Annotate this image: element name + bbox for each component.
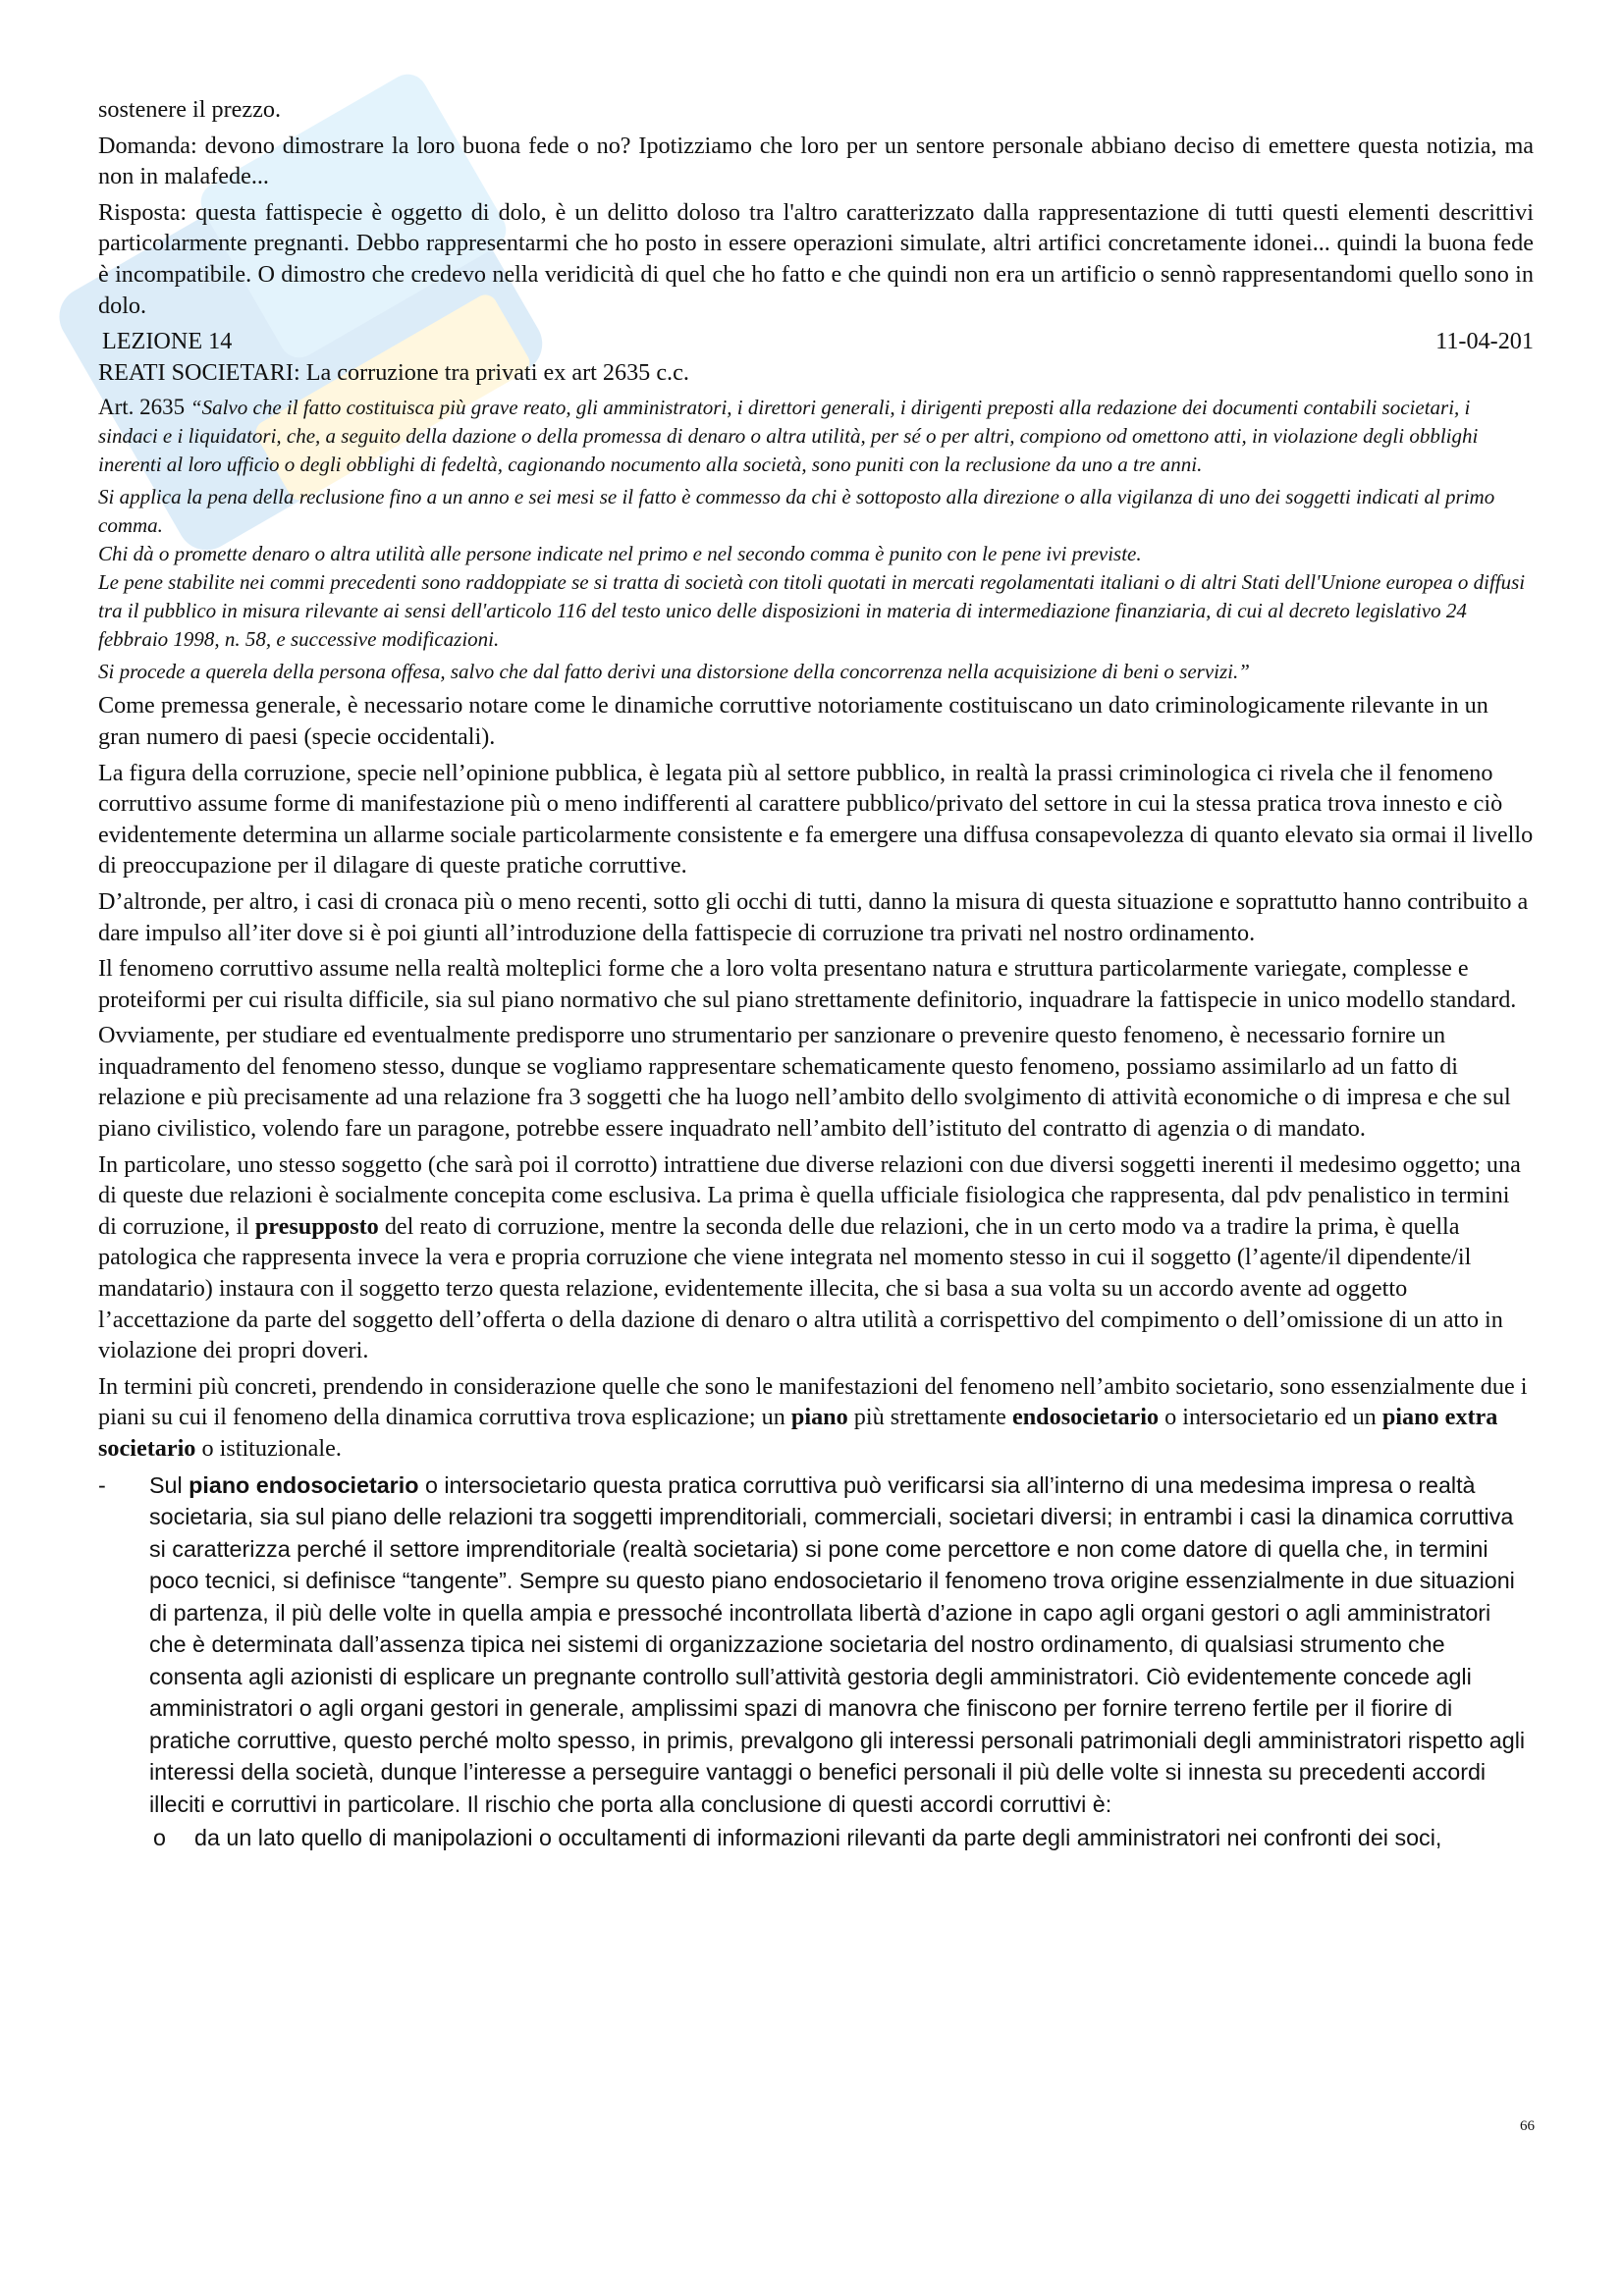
article-comma-1: “Salvo che il fatto costituisca più grave reato, gli amministratori, i direttori generali, i dirigenti preposti alla redazione dei documenti contabili societari, i sindaci e i liquidatori, che, a seguito della dazione o della promessa di denaro o altra utilità, per sé o per altri, compiono od omettono atti, in violazione degli obblighi inerenti al loro ufficio o degli obblighi di fedeltà, cagionando nocumento alla società, sono puniti con la reclusione da uno a tre anni. [98,396,1479,477]
text-run: più strettamente [847,1404,1012,1431]
sub-bullet-item [98,1822,1534,1854]
bold-term: piano extra societario [98,1404,1498,1462]
bold-term: presupposto [254,1212,379,1240]
page-number: 66 [1520,2118,1535,2134]
article-comma-2: Si applica la pena della reclusione fino a un anno e sei mesi se il fatto è commesso da chi è sottoposto alla direzione o alla vigilanza di uno dei soggetti indicati al primo comma. [98,485,1495,538]
bold-term: piano [790,1404,848,1431]
paragraph-answer: Risposta: questa fattispecie è oggetto di dolo, è un delitto doloso tra l'altro caratterizzato dalla rappresentazione di tutti questi elementi descrittivi particolarmente pregnanti. Debbo rappresentarmi che ho posto in essere operazioni simulate, altri artifici concretamente idonei... quindi la buona fede è incompatibile. O dimostro che credevo nella veridicità di quel che ho fatto e che quindi non era un artificio o sennò rappresentandomi quello sono in dolo. [98,198,1534,319]
paragraph: La figura della corruzione, specie nell’opinione pubblica, è legata più al settore pubblico, in realtà la prassi criminologica ci rivela che il fenomeno corruttivo assume forme di manifestazione più o meno indifferenti al carattere pubblico/privato del settore in cui la stessa pratica trova innesto e ciò evidentemente determina un allarme sociale particolarmente consistente e fa emergere una diffusa consapevolezza di quanto elevato sia ormai il livello di preoccupazione per il dilagare di queste pratiche corruttive. [98,759,1534,880]
paragraph: D’altronde, per altro, i casi di cronaca più o meno recenti, sotto gli occhi di tutti, danno la misura di questa situazione e soprattutto hanno contribuito a dare impulso all’iter dove si è poi giunti all’introduzione della fattispecie di corruzione tra privati nel nostro ordinamento. [98,887,1529,946]
bold-term: endosocietario [1011,1404,1160,1431]
paragraph: sostenere il prezzo. [98,96,282,123]
text-run: del reato di corruzione, mentre la seconda delle due relazioni, che in un certo modo va a tradire la prima, è quella patologica che rappresenta invece la vera e propria corruzione che viene integrata nel momento stesso in cui il soggetto (l’agente/il dipendente/il mandatario) instaura con il soggetto terzo questa relazione, evidentemente illecita, che si basa a sua volta su un accordo avente ad oggetto l’accettazione da parte del soggetto dell’offerta o della dazione di denaro o altra utilità a corrispettivo del compimento o dell’omissione di un atto in violazione dei propri doveri. [98,1212,1503,1364]
article-comma-5: Si procede a querela della persona offesa, salvo che dal fatto derivi una distorsione della concorrenza nella acquisizione di beni o servizi.” [98,660,1250,684]
lesson-header [98,326,1534,357]
article-comma-4: Le pene stabilite nei commi precedenti sono raddoppiate se si tratta di società con titoli quotati in mercati regolamentati italiani o di altri Stati dell'Unione europea o diffusi tra il pubblico in misura rilevante ai sensi dell'articolo 116 del testo unico delle disposizioni in materia di intermediazione finanziaria, di cui al decreto legislativo 24 febbraio 1998, n. 58, e successive modificazioni. [98,570,1526,652]
text-run: da un lato quello di manipolazioni o occultamenti di informazioni rilevanti da parte degli amministratori nei confronti dei soci, [194,1825,1442,1851]
bullet-item [98,1469,1534,1821]
paragraph: Il fenomeno corruttivo assume nella realtà molteplici forme che a loro volta presentano natura e struttura particolarmente variegate, complesse e proteiformi per cui risulta difficile, sia sul piano normativo che sul piano strettamente definitorio, inquadrare la fattispecie in unico modello standard. [98,955,1517,1013]
text-run: In termini più concreti, prendendo in considerazione quelle che sono le manifestazioni del fenomeno nell’ambito societario, sono essenzialmente due i piani su cui il fenomeno della dinamica corruttiva trova esplicazione; un [98,1372,1528,1431]
document-page [98,94,1534,1854]
paragraph [98,1371,1534,1465]
lesson-date: 11-04-201 [1435,328,1534,355]
paragraph [98,1149,1534,1366]
lesson-label: LEZIONE 14 [102,328,233,355]
article-quote [98,393,1534,686]
text-run: o istituzionale. [195,1435,342,1462]
dash-bullet-icon: - [98,1471,106,1498]
circle-bullet-icon: o [153,1825,166,1851]
section-title: REATI SOCIETARI: La corruzione tra privati ex art 2635 c.c. [98,358,689,386]
paragraph: Come premessa generale, è necessario notare come le dinamiche corruttive notoriamente costituiscano un dato criminologicamente rilevante in un gran numero di paesi (specie occidentali). [98,692,1488,750]
article-comma-3: Chi dà o promette denaro o altra utilità alle persone indicate nel primo e nel secondo comma è punito con le pene ivi previste. [98,542,1142,566]
text-run: Sul [149,1471,189,1498]
text-run: o intersocietario questa pratica corruttiva può verificarsi sia all’interno di una medesima impresa o realtà societaria, sia sul piano delle relazioni tra soggetti imprenditoriali, commerciali, societari diversi; in entrambi i casi la dinamica corruttiva si caratterizza perché il settore imprenditoriale (realtà societaria) si pone come percettore e non come datore di quella che, in termini poco tecnici, si definisce “tangente”. Sempre su questo piano endosocietario il fenomeno trova origine essenzialmente in due situazioni di partenza, il più delle volte in quella ampia e pressoché incontrollata libertà d’azione in capo agli organi gestori o agli amministratori che è determinata dall’assenza tipica nei sistemi di organizzazione societaria del nostro ordinamento, di qualsiasi strumento che consenta agli azionisti di esplicare un pregnante controllo sull’attività gestoria degli amministratori. Ciò evidentemente concede agli amministratori o agli organi gestori in generale, amplissimi spazi di manovra che finiscono per fornire terreno fertile per il fiorire di pratiche corruttive, questo perché molto spesso, in primis, prevalgono gli interessi personali patrimoniali degli amministratori rispetto agli interessi della società, dunque l’interesse a perseguire vantaggi o benefici personali il più delle volte si innesta su precedenti accordi illeciti e corruttivi in particolare. Il rischio che porta alla conclusione di questi accordi corruttivi è: [149,1471,1526,1817]
article-prefix: Art. 2635 [98,395,190,420]
bold-term: piano endosocietario [189,1471,419,1498]
paragraph: Ovviamente, per studiare ed eventualmente predisporre uno strumentario per sanzionare o prevenire questo fenomeno, è necessario fornire un inquadramento del fenomeno stesso, dunque se vogliamo rappresentare schematicamente questo fenomeno, possiamo assimilarlo ad un fatto di relazione e più precisamente ad una relazione fra 3 soggetti che ha luogo nell’ambito dello svolgimento di attività economiche o di impresa e che sul piano civilistico, volendo fare un paragone, potrebbe essere inquadrato nell’ambito dell’istituto del contratto di agenzia o di mandato. [98,1022,1511,1143]
paragraph-question: Domanda: devono dimostrare la loro buona fede o no? Ipotizziamo che loro per un sentore personale abbiano deciso di emettere questa notizia, ma non in malafede... [98,132,1534,190]
text-run: In particolare, uno stesso soggetto (che sarà poi il corrotto) intrattiene due diverse relazioni con due diversi soggetti inerenti il medesimo oggetto; una di queste due relazioni è socialmente concepita come esclusiva. La prima è quella ufficiale fisiologica che rappresenta, dal pdv penalistico in termini di corruzione, il [98,1150,1521,1240]
text-run: o intersocietario ed un [1159,1404,1382,1431]
